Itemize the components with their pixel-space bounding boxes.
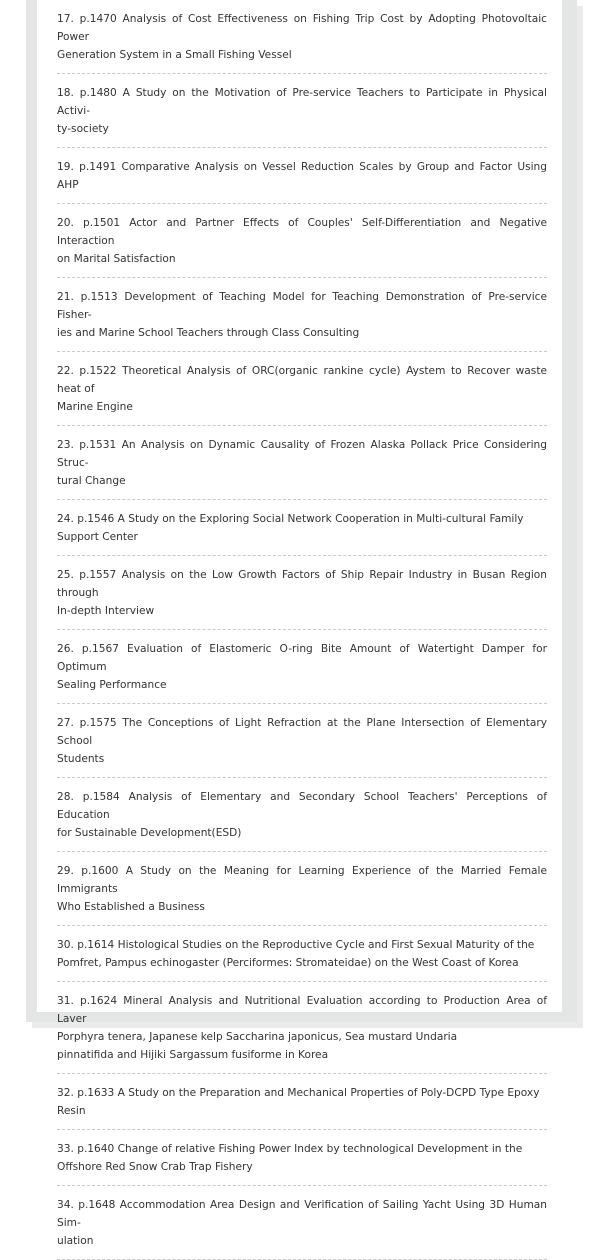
article-title-line[interactable]: ulation xyxy=(57,1235,94,1247)
article-list-item[interactable] xyxy=(57,630,547,704)
article-list-item[interactable] xyxy=(57,778,547,852)
article-title-line[interactable]: 24. p.1546 A Study on the Exploring Social Network Cooperation in Multi-cultural Family xyxy=(57,513,524,525)
article-list-item[interactable] xyxy=(57,0,547,74)
article-title-line[interactable]: In-depth Interview xyxy=(57,605,155,617)
article-title-line[interactable]: Pomfret, Pampus echinogaster (Perciformes: Stromateidae) on the West Coast of Korea xyxy=(57,957,519,969)
article-title-line[interactable]: 20. p.1501 Actor and Partner Effects of Couples' Self-Differentiation and Negative Interaction xyxy=(57,217,547,247)
article-list-item[interactable] xyxy=(57,926,547,982)
article-title-line[interactable]: 31. p.1624 Mineral Analysis and Nutritional Evaluation according to Production Area of Laver xyxy=(57,995,547,1025)
article-list-item[interactable] xyxy=(57,1074,547,1130)
article-title-line[interactable]: 17. p.1470 Analysis of Cost Effectiveness on Fishing Trip Cost by Adopting Photovoltaic Power xyxy=(57,13,547,43)
article-title-line[interactable]: 32. p.1633 A Study on the Preparation and Mechanical Properties of Poly-DCPD Type Epoxy xyxy=(57,1087,540,1099)
article-title-line[interactable]: 25. p.1557 Analysis on the Low Growth Factors of Ship Repair Industry in Busan Region through xyxy=(57,569,547,599)
article-list-item[interactable] xyxy=(57,352,547,426)
article-title-line[interactable]: 34. p.1648 Accommodation Area Design and Verification of Sailing Yacht Using 3D Human Sim- xyxy=(57,1199,547,1229)
article-title-line[interactable]: Offshore Red Snow Crab Trap Fishery xyxy=(57,1161,253,1173)
article-title-line[interactable]: 23. p.1531 An Analysis on Dynamic Causality of Frozen Alaska Pollack Price Considering Struc- xyxy=(57,439,547,469)
article-title-line[interactable]: Who Established a Business xyxy=(57,901,205,913)
article-list-item[interactable] xyxy=(57,204,547,278)
article-title-line[interactable]: Generation System in a Small Fishing Vessel xyxy=(57,49,292,61)
article-list xyxy=(37,0,562,1260)
article-title-line[interactable]: ies and Marine School Teachers through Class Consulting xyxy=(57,327,360,339)
article-title-line[interactable]: 27. p.1575 The Conceptions of Light Refraction at the Plane Intersection of Elementary School xyxy=(57,717,547,747)
article-title-line[interactable]: 28. p.1584 Analysis of Elementary and Secondary School Teachers' Perceptions of Education xyxy=(57,791,547,821)
article-list-item[interactable] xyxy=(57,1186,547,1260)
article-title-line[interactable]: Porphyra tenera, Japanese kelp Saccharina japonicus, Sea mustard Undaria xyxy=(57,1031,458,1043)
article-list-item[interactable] xyxy=(57,852,547,926)
article-title-line[interactable]: Sealing Performance xyxy=(57,679,167,691)
article-list-item[interactable] xyxy=(57,148,547,204)
article-title-line[interactable]: 29. p.1600 A Study on the Meaning for Learning Experience of the Married Female Immigrants xyxy=(57,865,547,895)
article-title-line[interactable]: ty-society xyxy=(57,123,109,135)
article-list-item[interactable] xyxy=(57,74,547,148)
article-title-line[interactable]: pinnatifida and Hijiki Sargassum fusiforme in Korea xyxy=(57,1049,329,1061)
article-title-line[interactable]: 21. p.1513 Development of Teaching Model for Teaching Demonstration of Pre-service Fisher- xyxy=(57,291,547,321)
article-title-line[interactable]: Support Center xyxy=(57,531,138,543)
article-title-line[interactable]: 18. p.1480 A Study on the Motivation of Pre-service Teachers to Participate in Physical Activi- xyxy=(57,87,547,117)
article-title-line[interactable]: 22. p.1522 Theoretical Analysis of ORC(organic rankine cycle) Aystem to Recover waste heat of xyxy=(57,365,547,395)
article-list-item[interactable] xyxy=(57,704,547,778)
article-list-item[interactable] xyxy=(57,278,547,352)
article-title-line[interactable]: tural Change xyxy=(57,475,126,487)
article-list-item[interactable] xyxy=(57,1130,547,1186)
article-list-frame xyxy=(26,0,577,1247)
article-title-line[interactable]: on Marital Satisfaction xyxy=(57,253,176,265)
article-title-line[interactable]: 26. p.1567 Evaluation of Elastomeric O-ring Bite Amount of Watertight Damper for Optimum xyxy=(57,643,547,673)
article-list-panel xyxy=(37,0,562,1247)
article-title-line[interactable]: 19. p.1491 Comparative Analysis on Vessel Reduction Scales by Group and Factor Using AHP xyxy=(57,161,547,191)
article-title-line[interactable]: Resin xyxy=(57,1105,86,1117)
article-list-item[interactable] xyxy=(57,426,547,500)
article-list-item[interactable] xyxy=(57,556,547,630)
article-title-line[interactable]: 33. p.1640 Change of relative Fishing Power Index by technological Development in the xyxy=(57,1143,523,1155)
article-title-line[interactable]: Marine Engine xyxy=(57,401,133,413)
article-title-line[interactable]: Students xyxy=(57,753,105,765)
article-list-item[interactable] xyxy=(57,982,547,1074)
article-list-item[interactable] xyxy=(57,500,547,556)
article-title-line[interactable]: 30. p.1614 Histological Studies on the Reproductive Cycle and First Sexual Maturity of the xyxy=(57,939,535,951)
article-title-line[interactable]: for Sustainable Development(ESD) xyxy=(57,827,242,839)
